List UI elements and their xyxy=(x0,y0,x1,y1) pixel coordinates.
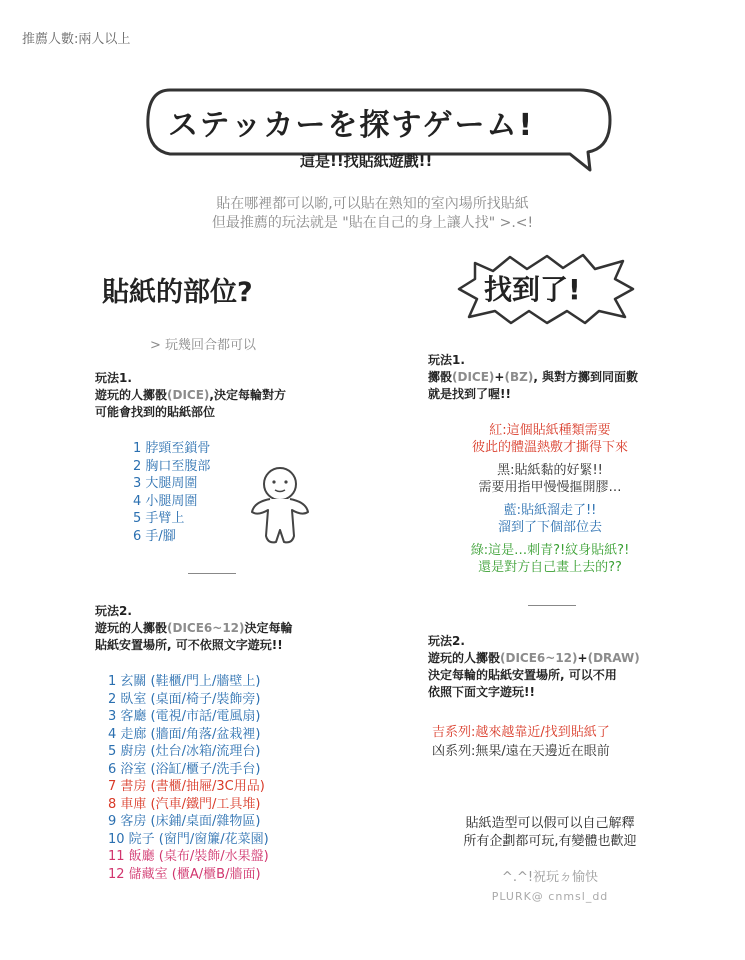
right-rule1-plus: + xyxy=(494,370,505,384)
found-heading: 找到了! xyxy=(484,273,581,306)
recommended-players: 推薦人數:兩人以上 xyxy=(22,32,131,47)
left-rule2-post: 決定每輪 xyxy=(244,621,293,635)
result-blue-line: 藍:貼紙溜走了!! xyxy=(503,503,597,518)
left-rule2-pre: 遊玩的人擲骰 xyxy=(95,621,168,635)
place-item: 7 書房 (書櫃/抽屜/3C用品) xyxy=(108,779,265,794)
result-red xyxy=(420,422,680,456)
place-item: 9 客房 (床鋪/桌面/雜物區) xyxy=(108,814,261,829)
body-part-item: 6 手/腳 xyxy=(133,528,176,544)
right-rule2-line2: 決定每輪的貼紙安置場所, 可以不用 xyxy=(428,668,617,682)
description-line-1: 貼在哪裡都可以喲,可以貼在熟知的室內場所找貼紙 xyxy=(216,196,529,212)
left-rule1-dice-tag: (DICE) xyxy=(167,388,210,402)
body-part-item: 4 小腿周圍 xyxy=(133,493,198,509)
right-rule2-dice-tag: (DICE6~12) xyxy=(500,651,578,665)
right-rule2-line3: 依照下面文字遊玩!! xyxy=(428,685,535,699)
right-rule2-pre: 遊玩的人擲骰 xyxy=(428,651,501,665)
right-rule2-block xyxy=(428,633,640,701)
closing-line: 所有企劃都可玩,有變體也歡迎 xyxy=(463,834,637,849)
place-item: 6 浴室 (浴缸/櫃子/洗手台) xyxy=(108,761,261,777)
left-divider xyxy=(188,573,236,574)
place-item: 12 儲藏室 (櫃A/櫃B/牆面) xyxy=(108,866,261,882)
place-item: 3 客廳 (電視/市話/電風扇) xyxy=(108,709,261,724)
right-rule1-pre: 擲骰 xyxy=(428,370,453,384)
body-part-item: 2 胸口至腹部 xyxy=(133,458,211,474)
result-green-line: 還是對方自己畫上去的?? xyxy=(478,560,622,575)
result-green xyxy=(420,542,680,576)
left-rule1-title: 玩法1. xyxy=(95,371,132,385)
body-part-item: 5 手臂上 xyxy=(133,511,185,526)
page-subtitle: 這是!!找貼紙遊戲!! xyxy=(300,152,433,170)
person-doodle-icon xyxy=(240,462,320,552)
place-list xyxy=(108,673,269,883)
closing-line: 貼紙造型可以假可以自己解釋 xyxy=(465,816,635,831)
result-black-line: 黑:貼紙黏的好緊!! xyxy=(497,463,603,478)
place-item: 10 院子 (窗門/窗簾/花菜園) xyxy=(108,831,269,847)
result-blue xyxy=(420,502,680,536)
description-line-2: 但最推薦的玩法就是 "貼在自己的身上讓人找" >.<! xyxy=(211,215,534,231)
place-item: 4 走廊 (牆面/角落/盆栽裡) xyxy=(108,726,261,742)
place-item: 8 車庫 (汽車/鐵門/工具堆) xyxy=(108,796,261,812)
fortune-good: 吉系列:越來越靠近/找到貼紙了 xyxy=(432,725,610,740)
rounds-note: > 玩幾回合都可以 xyxy=(150,338,257,353)
left-rule1-block xyxy=(95,370,286,421)
place-item: 1 玄關 (鞋櫃/門上/牆壁上) xyxy=(108,674,261,689)
left-rule1-post: ,決定每輪對方 xyxy=(209,388,286,402)
sticker-location-heading: 貼紙的部位? xyxy=(102,277,253,308)
right-divider xyxy=(528,605,576,606)
fortune-bad: 凶系列:無果/遠在天邊近在眼前 xyxy=(432,744,610,759)
right-rule1-block xyxy=(428,352,638,403)
left-rule2-title: 玩法2. xyxy=(95,604,132,618)
greeting: ^.^!祝玩ㄉ愉快 xyxy=(501,870,599,885)
right-rule1-title: 玩法1. xyxy=(428,353,465,367)
right-rule1-bz-tag: (BZ) xyxy=(504,370,534,384)
right-rule1-dice-tag: (DICE) xyxy=(452,370,495,384)
left-rule1-pre: 遊玩的人擲骰 xyxy=(95,388,168,402)
body-part-list xyxy=(133,440,210,545)
closing-block xyxy=(420,815,680,851)
right-rule2-plus: + xyxy=(577,651,588,665)
right-rule2-draw-tag: (DRAW) xyxy=(587,651,640,665)
place-item: 11 飯廳 (桌布/裝飾/水果盤) xyxy=(108,849,269,864)
left-rule2-dice-tag: (DICE6~12) xyxy=(167,621,245,635)
result-list xyxy=(420,422,680,576)
credit: PLURK@ cnmsl_dd xyxy=(491,890,609,903)
right-rule2-title: 玩法2. xyxy=(428,634,465,648)
left-rule2-line2: 貼紙安置場所, 可不依照文字遊玩!! xyxy=(95,638,283,652)
result-red-line: 紅:這個貼紙種類需要 xyxy=(489,423,611,438)
result-black-line: 需要用指甲慢慢摳開膠… xyxy=(478,480,622,495)
result-green-line: 綠:這是…刺青?!紋身貼紙?! xyxy=(470,543,630,558)
result-red-line: 彼此的體溫熱敷才撕得下來 xyxy=(471,440,628,455)
body-part-item: 1 脖頸至鎖骨 xyxy=(133,441,211,456)
result-black xyxy=(420,462,680,496)
left-rule1-line2: 可能會找到的貼紙部位 xyxy=(95,405,216,419)
right-rule1-line2: 就是找到了喔!! xyxy=(428,387,511,401)
fortune-list xyxy=(432,723,610,761)
page-title: ステッカーを探すゲーム! xyxy=(168,108,535,143)
result-blue-line: 溜到了下個部位去 xyxy=(497,520,602,535)
right-rule1-post: , 與對方擲到同面數 xyxy=(533,370,639,384)
body-part-item: 3 大腿周圍 xyxy=(133,476,198,491)
place-item: 2 臥室 (桌面/椅子/裝飾旁) xyxy=(108,691,261,707)
place-item: 5 廚房 (灶台/冰箱/流理台) xyxy=(108,744,261,759)
left-rule2-block xyxy=(95,603,293,654)
